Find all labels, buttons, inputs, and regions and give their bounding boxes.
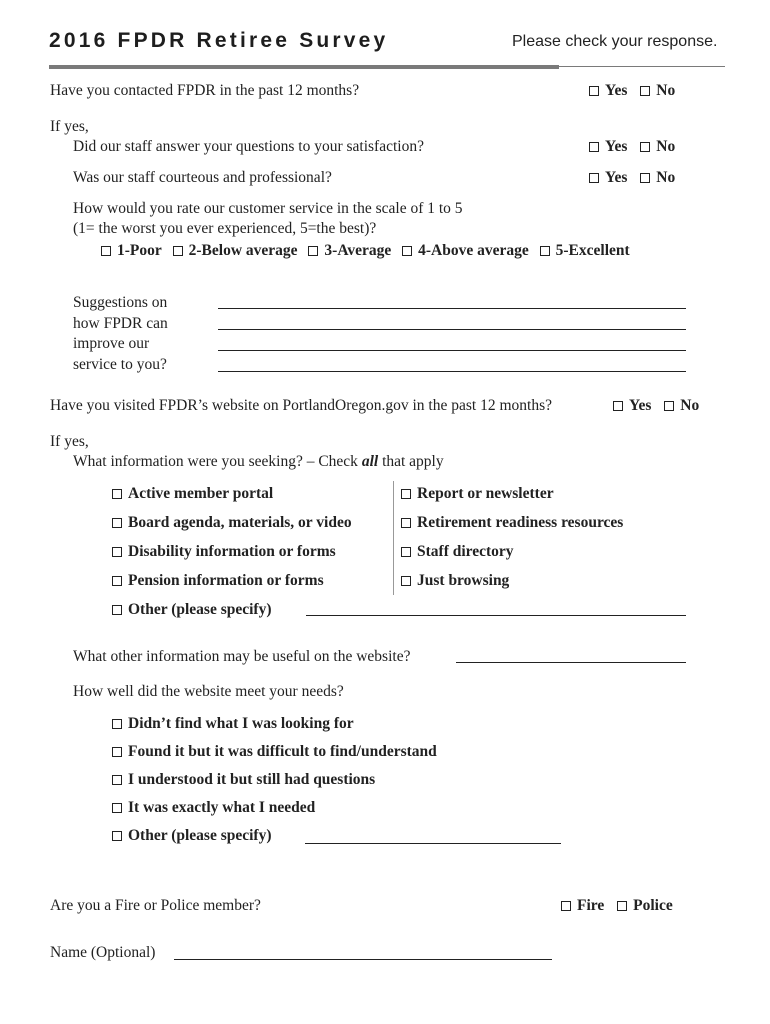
- q-rating-line1: How would you rate our customer service in the scale of 1 to 5: [73, 200, 463, 217]
- rating-2-checkbox[interactable]: 2-Below average: [173, 242, 298, 260]
- info-option-checkbox[interactable]: Just browsing: [401, 572, 509, 591]
- q-fire-police: Are you a Fire or Police member?: [50, 897, 261, 914]
- rating-options: [101, 242, 630, 261]
- rating-3-checkbox[interactable]: 3-Average: [308, 242, 391, 260]
- checkbox-icon: [640, 173, 650, 183]
- fire-checkbox[interactable]: Fire: [561, 897, 604, 915]
- checkbox-icon: [101, 246, 111, 256]
- q-staff-courteous-options: [589, 169, 675, 188]
- rating-1-checkbox[interactable]: 1-Poor: [101, 242, 162, 260]
- suggestions-label-3: improve our: [73, 335, 150, 352]
- needs-option-checkbox[interactable]: It was exactly what I needed: [112, 799, 315, 818]
- info-option-checkbox[interactable]: Staff directory: [401, 543, 514, 562]
- info-option-checkbox[interactable]: Report or newsletter: [401, 485, 554, 504]
- name-answer-line[interactable]: [174, 959, 552, 960]
- checkbox-icon: [401, 489, 411, 499]
- q-website-needs: How well did the website meet your needs?: [73, 683, 344, 700]
- info-other-answer-line[interactable]: [306, 615, 686, 616]
- checkbox-icon: [561, 901, 571, 911]
- q-visited-website-options: [613, 397, 699, 416]
- needs-other-checkbox[interactable]: Other (please specify): [112, 827, 272, 846]
- header-rule-thin: [559, 66, 725, 67]
- column-divider: [393, 481, 394, 595]
- yes-checkbox[interactable]: Yes: [589, 138, 627, 156]
- info-option-checkbox[interactable]: Active member portal: [112, 485, 273, 504]
- yes-checkbox[interactable]: Yes: [589, 169, 627, 187]
- police-checkbox[interactable]: Police: [617, 897, 673, 915]
- info-other-checkbox[interactable]: Other (please specify): [112, 601, 272, 620]
- needs-option-checkbox[interactable]: Found it but it was difficult to find/understand: [112, 743, 437, 762]
- checkbox-icon: [640, 142, 650, 152]
- no-checkbox[interactable]: No: [664, 397, 699, 415]
- checkbox-icon: [112, 747, 122, 757]
- checkbox-icon: [112, 518, 122, 528]
- q-other-info: What other information may be useful on the website?: [73, 648, 411, 665]
- needs-other-answer-line[interactable]: [305, 843, 561, 844]
- header-rule-thick: [49, 65, 559, 69]
- q-staff-courteous: Was our staff courteous and professional?: [73, 169, 332, 186]
- suggestions-answer-line[interactable]: [218, 329, 686, 330]
- q-contacted-options: [589, 82, 675, 101]
- name-label: Name (Optional): [50, 944, 156, 961]
- checkbox-icon: [589, 142, 599, 152]
- survey-title: 2016 FPDR Retiree Survey: [49, 29, 389, 52]
- checkbox-icon: [112, 719, 122, 729]
- q-rating-line2: (1= the worst you ever experienced, 5=the best)?: [73, 220, 377, 237]
- q-visited-website: Have you visited FPDR’s website on PortlandOregon.gov in the past 12 months?: [50, 397, 552, 414]
- other-info-answer-line[interactable]: [456, 662, 686, 663]
- checkbox-icon: [308, 246, 318, 256]
- checkbox-icon: [640, 86, 650, 96]
- instruction-text: Please check your response.: [512, 33, 718, 50]
- info-option-checkbox[interactable]: Board agenda, materials, or video: [112, 514, 352, 533]
- q-fire-police-options: [561, 897, 673, 916]
- checkbox-icon: [401, 576, 411, 586]
- if-yes-label: If yes,: [50, 118, 89, 135]
- needs-option-checkbox[interactable]: I understood it but still had questions: [112, 771, 375, 790]
- info-option-checkbox[interactable]: Disability information or forms: [112, 543, 336, 562]
- checkbox-icon: [401, 518, 411, 528]
- needs-option-checkbox[interactable]: Didn’t find what I was looking for: [112, 715, 354, 734]
- rating-5-checkbox[interactable]: 5-Excellent: [540, 242, 630, 260]
- q-contacted-fpdr: Have you contacted FPDR in the past 12 months?: [50, 82, 360, 99]
- info-option-checkbox[interactable]: Pension information or forms: [112, 572, 324, 591]
- checkbox-icon: [589, 173, 599, 183]
- suggestions-answer-line[interactable]: [218, 350, 686, 351]
- suggestions-answer-line[interactable]: [218, 308, 686, 309]
- checkbox-icon: [112, 831, 122, 841]
- info-option-checkbox[interactable]: Retirement readiness resources: [401, 514, 623, 533]
- checkbox-icon: [613, 401, 623, 411]
- checkbox-icon: [401, 547, 411, 557]
- checkbox-icon: [402, 246, 412, 256]
- no-checkbox[interactable]: No: [640, 82, 675, 100]
- if-yes-label: If yes,: [50, 433, 89, 450]
- checkbox-icon: [617, 901, 627, 911]
- checkbox-icon: [112, 576, 122, 586]
- suggestions-label-1: Suggestions on: [73, 294, 168, 311]
- suggestions-label-2: how FPDR can: [73, 315, 168, 332]
- rating-4-checkbox[interactable]: 4-Above average: [402, 242, 529, 260]
- suggestions-label-4: service to you?: [73, 356, 167, 373]
- checkbox-icon: [112, 489, 122, 499]
- q-staff-satisfaction: Did our staff answer your questions to your satisfaction?: [73, 138, 424, 155]
- q-staff-satisfaction-options: [589, 138, 675, 157]
- checkbox-icon: [540, 246, 550, 256]
- checkbox-icon: [173, 246, 183, 256]
- yes-checkbox[interactable]: Yes: [589, 82, 627, 100]
- checkbox-icon: [664, 401, 674, 411]
- no-checkbox[interactable]: No: [640, 169, 675, 187]
- suggestions-answer-line[interactable]: [218, 371, 686, 372]
- checkbox-icon: [112, 775, 122, 785]
- checkbox-icon: [112, 547, 122, 557]
- checkbox-icon: [589, 86, 599, 96]
- yes-checkbox[interactable]: Yes: [613, 397, 651, 415]
- no-checkbox[interactable]: No: [640, 138, 675, 156]
- q-info-seeking: What information were you seeking? – Check all that apply: [73, 453, 444, 470]
- checkbox-icon: [112, 803, 122, 813]
- checkbox-icon: [112, 605, 122, 615]
